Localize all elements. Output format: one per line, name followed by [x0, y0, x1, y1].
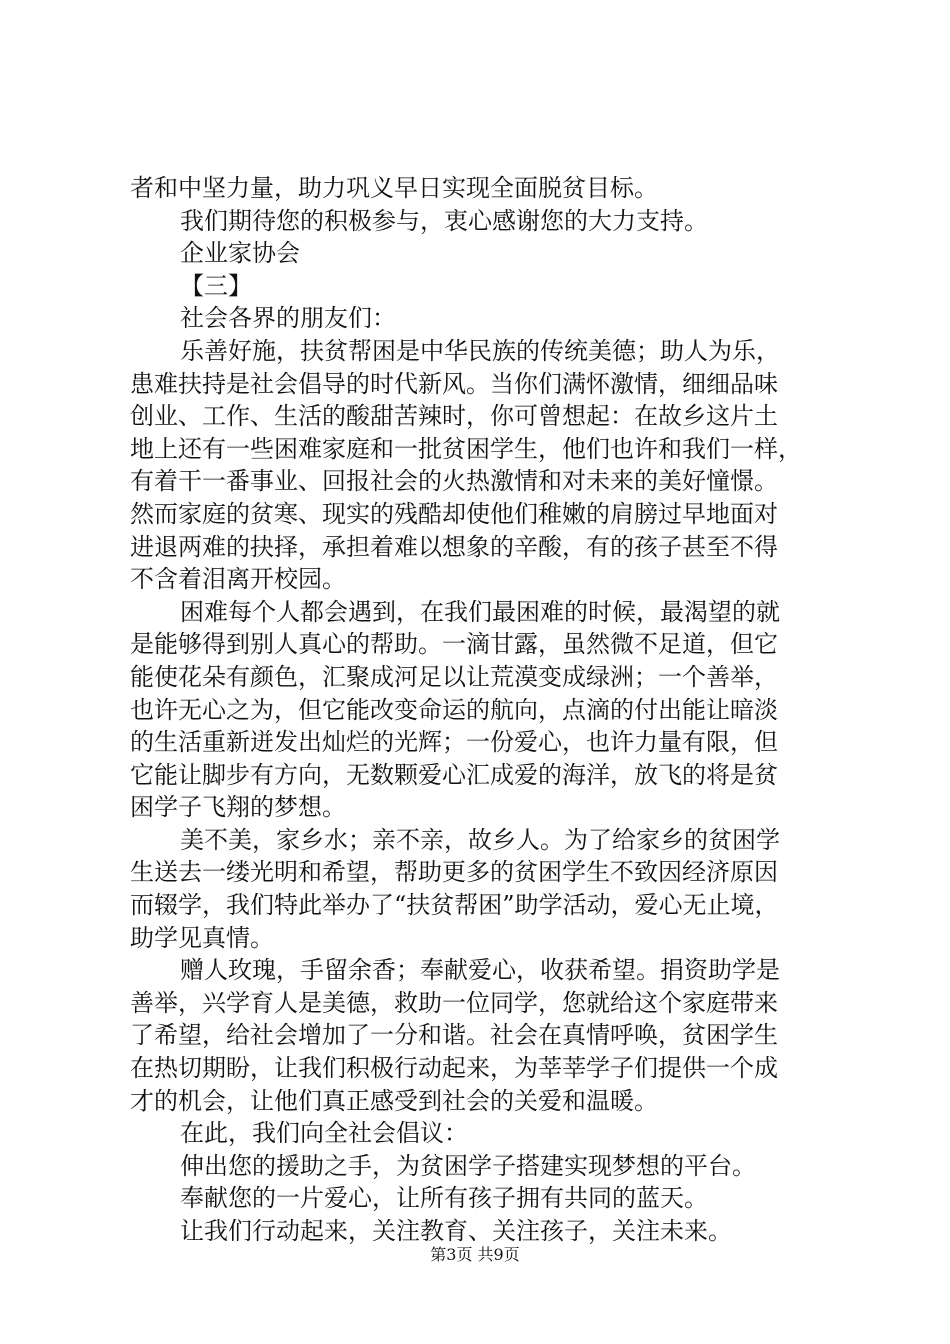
- text-line: 【三】: [180, 271, 252, 300]
- text-line: 奉献您的一片爱心，让所有孩子拥有共同的蓝天。: [180, 1184, 708, 1213]
- text-line: 让我们行动起来，关注教育、关注孩子，关注未来。: [180, 1217, 732, 1245]
- document-body: [130, 172, 830, 1248]
- text-line: 不含着泪离开校园。: [130, 565, 346, 594]
- text-line: 伸出您的援助之手，为贫困学子搭建实现梦想的平台。: [180, 1151, 756, 1180]
- text-line: 才的机会，让他们真正感受到社会的关爱和温暖。: [130, 1086, 658, 1115]
- text-line: 在此，我们向全社会倡议：: [180, 1119, 468, 1148]
- text-line: 企业家协会: [180, 239, 300, 268]
- text-line: 的生活重新迸发出灿烂的光辉；一份爱心，也许力量有限，但: [130, 728, 778, 757]
- text-line: 而辍学，我们特此举办了“扶贫帮困”助学活动，爱心无止境，: [130, 891, 779, 920]
- text-line: 美不美，家乡水；亲不亲，故乡人。为了给家乡的贫困学: [180, 825, 780, 854]
- text-line: 创业、工作、生活的酸甜苦辣时，你可曾想起：在故乡这片土: [130, 402, 778, 431]
- page-footer: 第3页 共9页: [430, 1245, 520, 1264]
- text-line: 赠人玫瑰，手留余香；奉献爱心，收获希望。捐资助学是: [180, 956, 780, 985]
- text-line: 是能够得到别人真心的帮助。一滴甘露，虽然微不足道，但它: [130, 630, 778, 659]
- text-line: 然而家庭的贫寒、现实的残酷却使他们稚嫩的肩膀过早地面对: [130, 499, 778, 528]
- text-line: 善举，兴学育人是美德，救助一位同学，您就给这个家庭带来: [130, 988, 778, 1017]
- text-line: 它能让脚步有方向，无数颗爱心汇成爱的海洋，放飞的将是贫: [130, 760, 778, 789]
- text-line: 者和中坚力量，助力巩义早日实现全面脱贫目标。: [130, 174, 658, 202]
- text-line: 地上还有一些困难家庭和一批贫困学生，他们也许和我们一样，: [130, 434, 802, 463]
- text-line: 能使花朵有颜色，汇聚成河足以让荒漠变成绿洲；一个善举，: [130, 662, 778, 691]
- text-line: 生送去一缕光明和希望，帮助更多的贫困学生不致因经济原因: [130, 858, 778, 887]
- text-line: 困难每个人都会遇到，在我们最困难的时候，最渴望的就: [180, 597, 780, 626]
- text-line: 也许无心之为，但它能改变命运的航向，点滴的付出能让暗淡: [130, 695, 778, 724]
- text-line: 乐善好施，扶贫帮困是中华民族的传统美德；助人为乐，: [180, 336, 780, 365]
- text-line: 患难扶持是社会倡导的时代新风。当你们满怀激情，细细品味: [130, 369, 778, 398]
- text-line: 有着干一番事业、回报社会的火热激情和对未来的美好憧憬。: [130, 467, 778, 496]
- text-line: 我们期待您的积极参与，衷心感谢您的大力支持。: [180, 206, 708, 235]
- text-line: 社会各界的朋友们：: [180, 304, 396, 333]
- text-line: 助学见真情。: [130, 923, 274, 952]
- text-line: 了希望，给社会增加了一分和谐。社会在真情呼唤，贫困学生: [130, 1021, 778, 1050]
- text-line: 在热切期盼，让我们积极行动起来，为莘莘学子们提供一个成: [130, 1054, 778, 1083]
- text-line: 进退两难的抉择，承担着难以想象的辛酸，有的孩子甚至不得: [130, 532, 778, 561]
- text-line: 困学子飞翔的梦想。: [130, 793, 346, 822]
